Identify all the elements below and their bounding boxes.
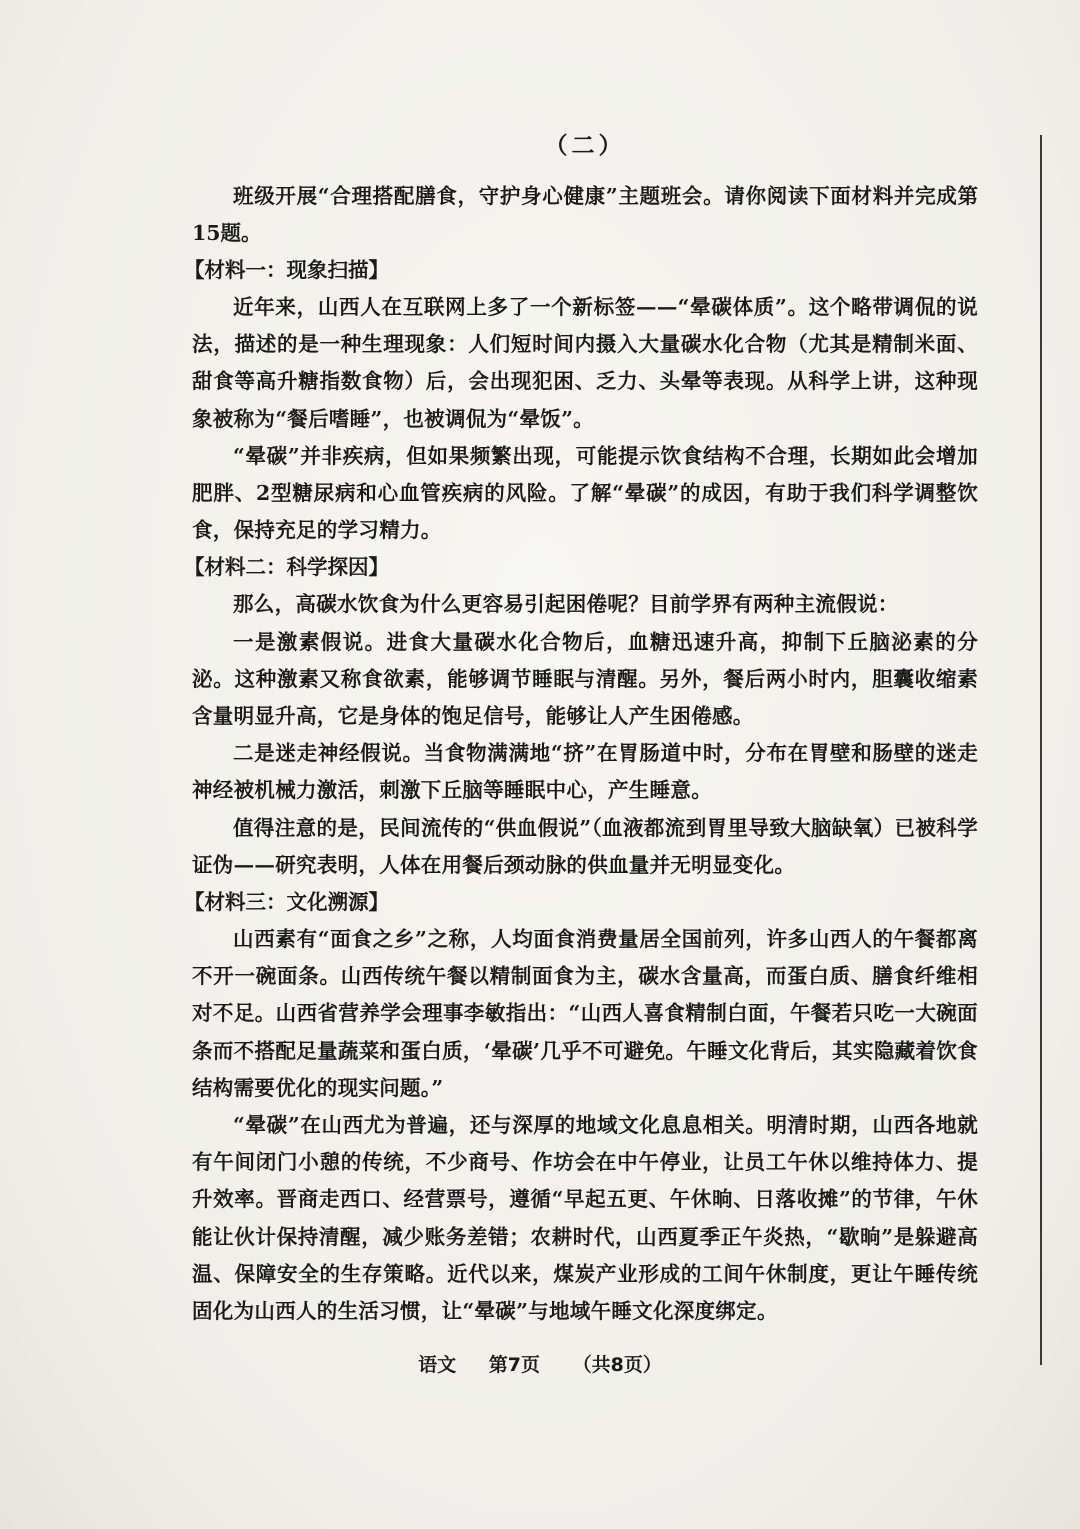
- footer-subject: 语文: [418, 1354, 457, 1376]
- margin-rule: [1040, 135, 1042, 1365]
- footer-page-number: 第7页: [488, 1354, 540, 1376]
- material3-paragraph-1: 山西素有“面食之乡”之称，人均面食消费量居全国前列，许多山西人的午餐都离不开一碗面条。山西传统午餐以精制面食为主，碳水含量高，而蛋白质、膳食纤维相对不足。山西省营养学会理事李敏指出：“山西人喜食精制白面，午餐若只吃一大碗面条而不搭配足量蔬菜和蛋白质，‘晕碳’几乎不可避免。午睡文化背后，其实隐藏着饮食结构需要优化的现实问题。”: [192, 927, 978, 1100]
- material1-heading: 【材料一：现象扫描】: [184, 258, 389, 282]
- intro-paragraph: 班级开展“合理搭配膳食，守护身心健康”主题班会。请你阅读下面材料并完成第15题。: [192, 184, 978, 245]
- material2-paragraph-4: 值得注意的是，民间流传的“供血假说”（血液都流到胃里导致大脑缺氧）已被科学证伪——研究表明，人体在用餐后颈动脉的供血量并无明显变化。: [192, 815, 978, 877]
- material3-paragraph-2: “晕碳”在山西尤为普遍，还与深厚的地域文化息息相关。明清时期，山西各地就有午间闭门小憩的传统，不少商号、作坊会在中午停业，让员工午休以维持体力、提升效率。晋商走西口、经营票号，遵循“早起五更、午休晌、日落收摊”的节律，午休能让伙计保持清醒，减少账务差错；农耕时代，山西夏季正午炎热，“歇晌”是躲避高温、保障安全的生存策略。近代以来，煤炭产业形成的工间午休制度，更让午睡传统固化为山西人的生活习惯，让“晕碳”与地域午睡文化深度绑定。: [192, 1113, 978, 1324]
- material2-paragraph-1: 那么，高碳水饮食为什么更容易引起困倦呢？目前学界有两种主流假说：: [233, 592, 899, 617]
- section-title: （二）: [544, 132, 626, 159]
- material2-paragraph-2: 一是激素假说。进食大量碳水化合物后，血糖迅速升高，抑制下丘脑泌素的分泌。这种激素又称食欲素，能够调节睡眠与清醒。另外，餐后两小时内，胆囊收缩素含量明显升高，它是身体的饱足信号，能够让人产生困倦感。: [192, 629, 978, 729]
- material2-heading: 【材料二：科学探因】: [184, 555, 389, 580]
- page-footer: [0, 1350, 1080, 1377]
- material1-paragraph-1: 近年来，山西人在互联网上多了一个新标签——“晕碳体质”。这个略带调侃的说法，描述的是一种生理现象：人们短时间内摄入大量碳水化合物（尤其是精制米面、甜食等高升糖指数食物）后，会出现犯困、乏力、头晕等表现。从科学上讲，这种现象被称为“餐后嗜睡”，也被调侃为“晕饭”。: [192, 295, 978, 431]
- material2-paragraph-3: 二是迷走神经假说。当食物满满地“挤”在胃肠道中时，分布在胃壁和肠壁的迷走神经被机械力激活，刺激下丘脑等睡眠中心，产生睡意。: [192, 741, 978, 803]
- passage-content: [184, 128, 978, 1330]
- footer-total-pages: （共8页）: [572, 1354, 662, 1376]
- material3-heading: 【材料三：文化溯源】: [184, 890, 389, 915]
- material1-paragraph-2: “晕碳”并非疾病，但如果频繁出现，可能提示饮食结构不合理，长期如此会增加肥胖、2型糖尿病和心血管疾病的风险。了解“晕碳”的成因，有助于我们科学调整饮食，保持充足的学习精力。: [192, 443, 978, 543]
